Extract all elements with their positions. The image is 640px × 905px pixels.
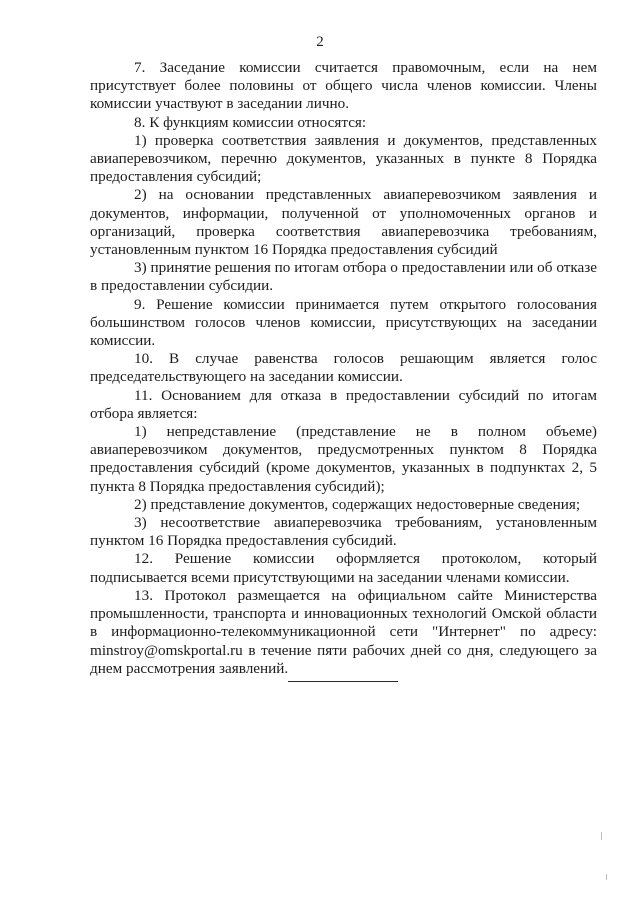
paragraph-10-tie-vote: 10. В случае равенства голосов решающим является голос председательствующего на заседании комиссии. [90, 350, 597, 386]
paragraph-8-functions-intro: 8. К функциям комиссии относятся: [134, 113, 367, 131]
page-number: 2 [316, 34, 324, 50]
paragraph-13-publication: 13. Протокол размещается на официальном сайте Министерства промышленности, транспорта и инновационных технологий Омской области в информационно-телекоммуникационной сети "Интернет" по адресу: minstroy@omskportal.ru в течение пяти рабочих дней со дня, следующего за днем рассмотрения заявлений. [90, 586, 597, 677]
end-divider-line [288, 681, 398, 682]
paragraph-8-item-3: 3) принятие решения по итогам отбора о предоставлении или об отказе в предоставлении субсидии. [90, 259, 597, 295]
paragraph-11-item-2: 2) представление документов, содержащих недостоверные сведения; [134, 495, 581, 513]
paragraph-9-decision: 9. Решение комиссии принимается путем открытого голосования большинством голосов членов комиссии, присутствующих на заседании комиссии. [90, 295, 597, 350]
paragraph-11-refusal-grounds: 11. Основанием для отказа в предоставлении субсидий по итогам отбора является: [90, 386, 597, 422]
scan-artifact [606, 874, 607, 880]
paragraph-11-item-1: 1) непредставление (представление не в полном объеме) авиаперевозчиком документов, предусмотренных пунктом 8 Порядка предоставления субсидий (кроме документов, указанных в подпунктах 2, 5 пункта 8 Порядка предоставления субсидий); [90, 423, 597, 495]
paragraph-7-quorum: 7. Заседание комиссии считается правомочным, если на нем присутствует более половины от общего числа членов комиссии. Члены комиссии участвуют в заседании лично. [90, 59, 597, 113]
document-body [90, 59, 597, 678]
paragraph-12-protocol: 12. Решение комиссии оформляется протоколом, который подписывается всеми присутствующими на заседании членами комиссии. [90, 550, 597, 586]
paragraph-11-item-3: 3) несоответствие авиаперевозчика требованиям, установленным пунктом 16 Порядка предоставления субсидий. [90, 514, 597, 550]
scan-artifact [601, 832, 602, 840]
paragraph-8-item-1: 1) проверка соответствия заявления и документов, представленных авиаперевозчиком, перечню документов, указанных в пункте 8 Порядка предоставления субсидий; [90, 131, 597, 186]
paragraph-8-item-2: 2) на основании представленных авиаперевозчиком заявления и документов, информации, полученной от уполномоченных органов и организаций, проверка соответствия авиаперевозчика требованиям, установленным пунктом 16 Порядка предоставления субсидий [90, 186, 597, 259]
